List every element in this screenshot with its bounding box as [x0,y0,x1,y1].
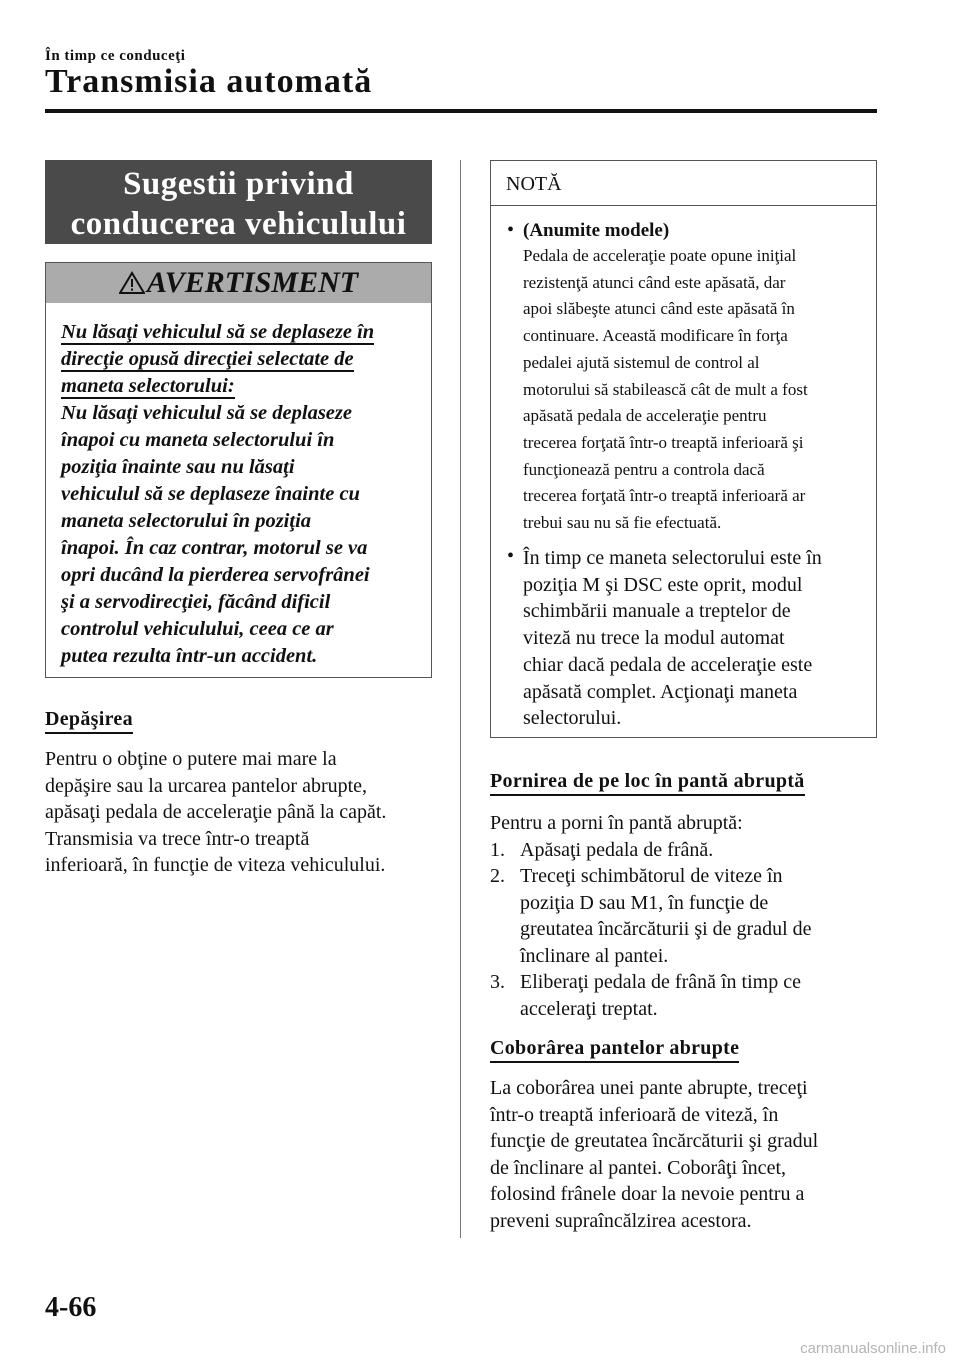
section-banner [45,160,432,244]
watermark: carmanualsonline.info [800,1340,946,1357]
overtaking-heading: Depăşirea [45,708,133,734]
step-number: 3. [490,971,505,993]
overtaking-text [45,746,445,879]
descent-line: funcţie de greutatea încărcăturii şi gradul [490,1130,819,1152]
warning-headline-line: maneta selectorului: [61,375,235,397]
warning-headline [61,319,426,400]
step-line: poziţia D sau M1, în funcţie de [520,891,769,914]
warning-text-line: înapoi. În caz contrar, motorul se va [61,537,368,559]
warning-text-line: înapoi cu maneta selectorului în [61,429,335,451]
overtaking-line: inferioară, în funcţie de viteza vehiculului. [45,854,386,876]
warning-header [46,263,431,303]
overtaking-section [45,708,133,731]
hill-start-steps [490,837,890,1023]
descent-line: preveni supraîncălzirea acestora. [490,1209,752,1232]
note-line: apoi slăbeşte atunci când este apăsată în [523,299,795,319]
step-line: Eliberaţi pedala de frână în timp ce [520,971,801,993]
hill-start-heading: Pornirea de pe loc în pantă abruptă [490,770,805,796]
overtaking-line: Transmisia va trece într-o treaptă [45,827,310,850]
warning-text [61,400,426,670]
note-line: apăsată pedala de acceleraţie pentru [523,406,767,426]
step-line: Treceţi schimbătorul de viteze în [520,865,783,887]
warning-text-line: poziţia înainte sau nu lăsaţi [61,456,295,478]
hill-start-text [490,810,890,1022]
note-line: trecerea forţată într-o treaptă inferioară ar [523,486,806,506]
section-banner-line1: Sugestii privind [123,166,354,202]
note-line: apăsată complet. Acţionaţi maneta [523,680,798,703]
note-line: viteză nu trece la modul automat [523,627,785,650]
bullet-icon: • [507,545,515,567]
warning-triangle-icon [119,271,145,295]
descent-heading: Coborârea pantelor abrupte [490,1037,739,1063]
list-item [490,969,890,1022]
step-number: 1. [490,838,505,861]
warning-text-line: şi a servodirecţiei, făcând dificil [61,591,331,613]
note-box [490,160,877,738]
warning-text-line: controlul vehiculului, ceea ce ar [61,618,334,640]
note-item-1 [507,219,867,537]
list-item [490,863,890,969]
warning-label: AVERTISMENT [146,266,359,299]
warning-text-line: maneta selectorului în poziţia [61,510,312,532]
step-line: Apăsaţi pedala de frână. [520,838,714,861]
warning-text-line: putea rezulta într-un accident. [61,645,318,667]
step-line: greutatea încărcăturii şi de gradul de [520,918,812,940]
note-line: poziţia M şi DSC este oprit, modul [523,573,803,596]
list-item [490,837,890,864]
overtaking-line: Pentru o obţine o putere mai mare la [45,748,337,770]
note-item-heading: (Anumite modele) [523,220,670,241]
note-item-text [523,243,867,537]
note-item-2 [507,545,867,732]
note-line: chiar dacă pedala de acceleraţie este [523,653,813,676]
note-line: schimbării manuale a treptelor de [523,600,791,623]
descent-section [490,1037,739,1060]
descent-text [490,1075,890,1234]
warning-text-line: vehiculul să se deplaseze înainte cu [61,483,360,505]
descent-line: folosind frânele doar la nevoie pentru a [490,1183,805,1205]
breadcrumb: În timp ce conduceţi [45,48,186,64]
overtaking-line: depăşire sau la urcarea pantelor abrupte, [45,774,368,797]
note-line: motorului să stabilească cât de mult a fost [523,379,808,399]
warning-text-line: Nu lăsaţi vehiculul să se deplaseze [61,402,352,424]
hill-start-section [490,770,805,793]
section-banner-line2: conducerea vehiculului [70,206,407,242]
page-title: Transmisia automată [45,63,373,100]
note-line: selectorului. [523,707,622,730]
warning-headline-line: Nu lăsaţi vehiculul să se deplaseze în [61,321,375,343]
step-line: înclinare al pantei. [520,944,669,967]
descent-line: La coborârea unei pante abrupte, treceţi [490,1077,808,1099]
warning-body [61,319,426,670]
overtaking-line: apăsaţi pedala de acceleraţie până la capăt. [45,801,387,823]
note-line: pedalei ajută sistemul de control al [523,352,760,372]
note-rule [491,205,876,206]
hill-start-intro: Pentru a porni în pantă abruptă: [490,812,743,834]
warning-text-line: opri ducând la pierderea servofrânei [61,564,370,586]
note-line: trebui sau nu să fie efectuată. [523,513,722,533]
descent-line: de înclinare al pantei. Coborâţi încet, [490,1156,786,1179]
column-divider [460,160,461,1238]
page-number: 4-66 [45,1292,97,1323]
note-line: trecerea forţată într-o treaptă inferioară şi [523,432,804,452]
note-line: funcţionează pentru a controla dacă [523,459,765,479]
note-item-text [523,545,867,732]
warning-headline-line: direcţie opusă direcţiei selectate de [61,348,354,370]
note-line: rezistenţă atunci când este apăsată, dar [523,272,786,292]
warning-box [45,262,432,678]
note-line: continuare. Această modificare în forţa [523,326,788,346]
note-line: Pedala de acceleraţie poate opune iniţial [523,246,797,265]
step-line: acceleraţi treptat. [520,997,658,1020]
header-rule [45,109,877,113]
step-number: 2. [490,865,505,887]
note-line: În timp ce maneta selectorului este în [523,547,822,569]
note-title: NOTĂ [506,173,562,195]
bullet-icon: • [507,219,515,241]
descent-line: într-o treaptă inferioară de viteză, în [490,1103,779,1126]
